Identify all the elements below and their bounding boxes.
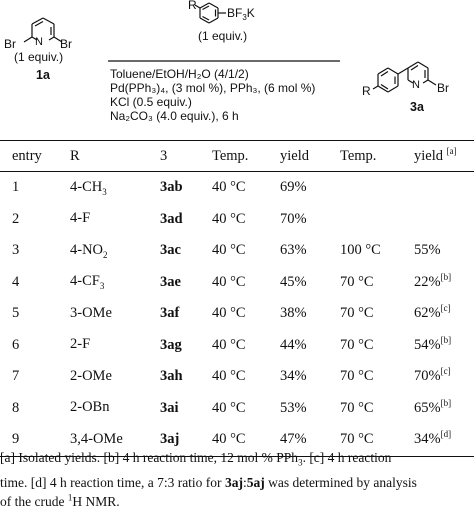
reactant-br-right: Br [60,37,72,51]
product-ring-n: N [412,79,420,91]
cell-temp-1: 40 °C [212,273,246,290]
reactant-equiv: (1 equiv.) [14,50,64,64]
cell-yield-2: 54%[b] [414,334,452,353]
cell-temp-1: 40 °C [212,399,246,416]
cell-yield-1: 47% [280,431,307,448]
footnote-line-1: [a] Isolated yields. [b] 4 h reaction time, 12 mol % PPh$_3$. [c] 4 h reaction [0,450,392,468]
condition-additive: KCl (0.5 equiv.) [110,95,192,109]
table-footnotes [0,448,474,511]
table-row [0,361,474,393]
cell-temp-1: 40 °C [212,431,246,448]
cell-yield-2: 62%[c] [414,303,451,322]
reagent-equiv: (1 equiv.) [198,29,248,43]
cell-temp-2: 70 °C [340,336,374,353]
condition-catalyst: Pd(PPh₃)₄, (3 mol %), PPh₃, (6 mol %) [110,81,316,95]
cell-entry: 7 [12,368,20,385]
cell-substituent: 2-OMe [70,367,112,384]
product-structure [373,62,436,92]
cell-yield-2: 34%[d] [414,429,452,448]
table-header-row [0,141,474,172]
cell-yield-1: 38% [280,305,307,322]
product-label: 3a [410,100,424,114]
header-r: R [70,147,80,164]
cell-compound: 3ag [160,336,182,353]
cell-compound: 3ae [160,273,181,290]
table-row [0,172,474,204]
cell-substituent: 2-OBn [70,399,110,416]
cell-temp-2 [340,204,414,236]
cell-substituent: 3-OMe [70,304,112,321]
results-table [0,141,474,457]
reaction-scheme [0,0,474,138]
cell-compound: 3af [160,305,180,322]
cell-temp-1: 40 °C [212,336,246,353]
cell-yield-1: 45% [280,273,307,290]
cell-yield-1: 70% [280,210,307,227]
header-entry: entry [12,147,42,164]
cell-substituent: 4-F [70,210,91,227]
cell-substituent: $4-CH_3$ [70,178,107,197]
cell-yield-2: 55% [414,242,441,259]
header-yield-2: yield [a] [414,145,457,164]
cell-temp-2: 70 °C [340,273,374,290]
table-row [0,235,474,267]
cell-entry: 2 [12,210,20,227]
cell-entry: 9 [12,431,20,448]
cell-yield-2 [414,172,474,204]
cell-yield-1: 34% [280,368,307,385]
dibromopyridine-structure [24,18,62,42]
cell-entry: 5 [12,305,20,322]
footnote-line-3: of the crude $^1$H NMR. [0,492,120,509]
table-row [0,330,474,362]
cell-temp-1: 40 °C [212,368,246,385]
cell-temp-2: 70 °C [340,368,374,385]
cell-yield-2: 70%[c] [414,366,451,385]
cell-temp-2: 70 °C [340,399,374,416]
cell-yield-2 [414,204,474,236]
cell-yield-1: 53% [280,399,307,416]
cell-yield-2: 65%[b] [414,397,452,416]
header-yield-1: yield [280,147,309,164]
reactant-ring-n: N [35,36,43,48]
cell-substituent: $4-NO_2$ [70,241,108,260]
cell-yield-1: 63% [280,242,307,259]
cell-entry: 1 [12,179,20,196]
footnote-line-2: time. [d] 4 h reaction time, a 7:3 ratio for 3aj:5aj was determined by analysis [0,474,417,490]
cell-temp-2: 70 °C [340,431,374,448]
cell-temp-2: 70 °C [340,305,374,322]
table-row [0,298,474,330]
product-substituent: R [362,84,371,98]
cell-compound: 3ac [160,242,181,259]
reagent-substituent: R [188,0,197,12]
cell-compound: 3ai [160,399,179,416]
cell-substituent: $4-CF_3$ [70,273,105,292]
aryl-borate-structure [195,3,226,23]
cell-temp-2 [340,172,414,204]
cell-temp-1: 40 °C [212,210,246,227]
cell-temp-1: 40 °C [212,305,246,322]
header-temp-1: Temp. [212,147,249,164]
header-compound: 3 [160,147,168,164]
cell-temp-1: 40 °C [212,242,246,259]
cell-entry: 4 [12,273,20,290]
reactant-label: 1a [36,68,50,82]
cell-substituent: 2-F [70,336,91,353]
table-row [0,267,474,299]
cell-compound: 3ab [160,179,183,196]
product-br: Br [437,81,449,95]
header-temp-2: Temp. [340,147,377,164]
cell-compound: 3aj [160,431,180,448]
cell-temp-2: 100 °C [340,242,381,259]
table-row [0,393,474,425]
cell-yield-2: 22%[b] [414,271,452,290]
cell-entry: 8 [12,399,20,416]
table-row [0,204,474,236]
condition-base-time: Na₂CO₃ (4.0 equiv.), 6 h [110,109,239,123]
condition-solvent: Toluene/EtOH/H₂O (4/1/2) [110,67,249,81]
cell-temp-1: 40 °C [212,179,246,196]
cell-compound: 3ah [160,368,183,385]
cell-substituent: 3,4-OMe [70,430,123,447]
reactant-br-left: Br [4,37,16,51]
cell-entry: 6 [12,336,20,353]
cell-yield-1: 69% [280,179,307,196]
cell-yield-1: 44% [280,336,307,353]
cell-compound: 3ad [160,210,183,227]
reagent-group: $BF_3K$ [227,6,255,22]
cell-entry: 3 [12,242,20,259]
